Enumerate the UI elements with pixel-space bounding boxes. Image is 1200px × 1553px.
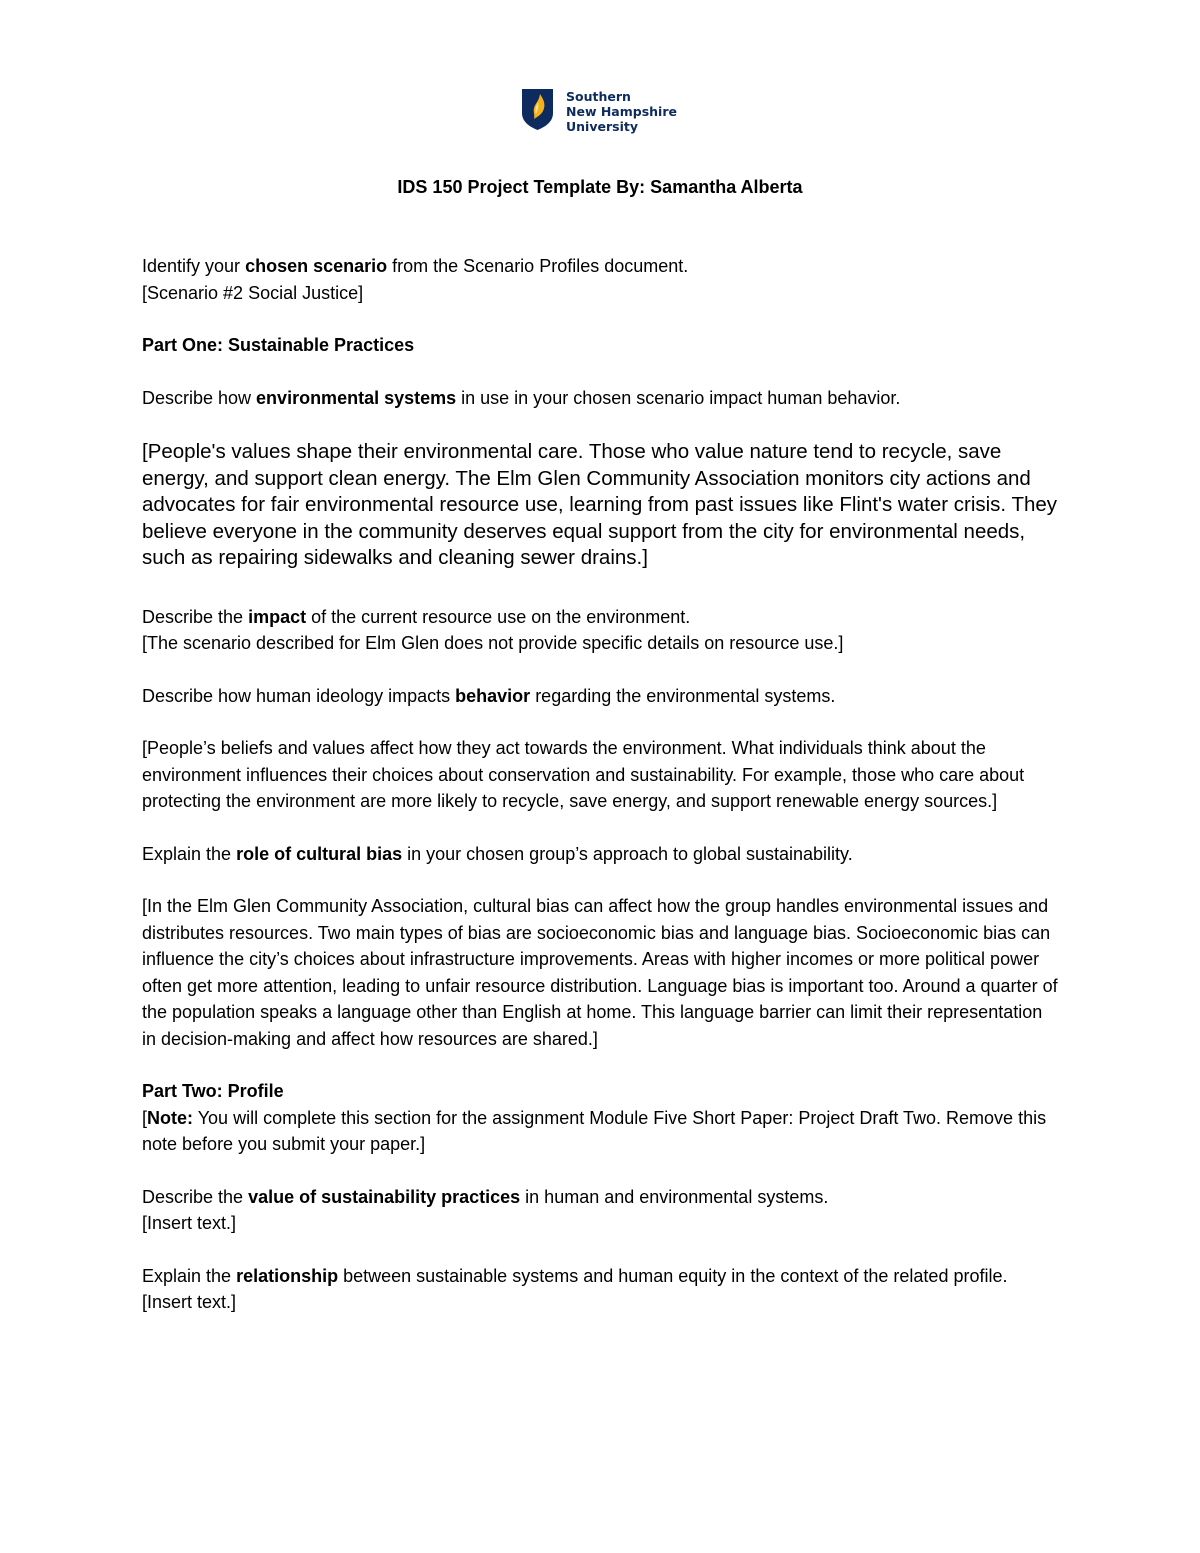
part-two-heading: Part Two: Profile bbox=[142, 1081, 284, 1101]
part-one-answer-3: [People’s beliefs and values affect how they act towards the environment. What individuals think about the environment influences their choices about conservation and sustainability. For example, those who care about protecting the environment are more likely to recycle, save energy, and support renewable energy sources.] bbox=[142, 738, 1025, 811]
part-one-question-4: Explain the role of cultural bias in your chosen group’s approach to global sustainability. bbox=[142, 843, 853, 864]
part-two-answer-1: [Insert text.] bbox=[142, 1213, 237, 1233]
document-title: IDS 150 Project Template By: Samantha Alberta bbox=[397, 177, 803, 197]
part-one-answer-2: [The scenario described for Elm Glen does not provide specific details on resource use.] bbox=[142, 633, 844, 653]
shield-flame-icon bbox=[521, 88, 554, 131]
logo-line-3: University bbox=[566, 119, 638, 134]
part-two-note: [Note: You will complete this section for the assignment Module Five Short Paper: Project Draft Two. Remove this note before you submit your paper.] bbox=[142, 1107, 1047, 1154]
part-one-heading: Part One: Sustainable Practices bbox=[142, 335, 415, 355]
university-name bbox=[566, 89, 677, 134]
part-two-question-2: Explain the relationship between sustainable systems and human equity in the context of the related profile. bbox=[142, 1265, 1008, 1286]
part-one-answer-1: [People's values shape their environmental care. Those who value nature tend to recycle, save energy, and support clean energy. The Elm Glen Community Association monitors city actions and advocates for fair environmental resource use, learning from past issues like Flint's water crisis. They believe everyone in the community deserves equal support from the city for environmental needs, such as repairing sidewalks and cleaning sewer drains.] bbox=[142, 440, 1058, 569]
part-two-answer-2: [Insert text.] bbox=[142, 1292, 237, 1312]
part-one-question-2: Describe the impact of the current resource use on the environment. bbox=[142, 606, 691, 627]
part-one-question-1: Describe how environmental systems in use in your chosen scenario impact human behavior. bbox=[142, 387, 901, 408]
snhu-logo bbox=[521, 88, 677, 134]
document-body bbox=[142, 253, 1058, 1316]
logo-line-1: Southern bbox=[566, 89, 631, 104]
logo-line-2: New Hampshire bbox=[566, 104, 677, 119]
part-one-answer-4: [In the Elm Glen Community Association, cultural bias can affect how the group handles environmental issues and distributes resources. Two main types of bias are socioeconomic bias and language bias. Socioeconomic bias can influence the city’s choices about infrastructure improvements. Areas with higher incomes or more political power often get more attention, leading to unfair resource distribution. Language bias is important too. Around a quarter of the population speaks a language other than English at home. This language barrier can limit their representation in decision-making and affect how resources are shared.] bbox=[142, 896, 1058, 1049]
part-two-question-1: Describe the value of sustainability practices in human and environmental systems. bbox=[142, 1186, 829, 1207]
part-one-question-3: Describe how human ideology impacts behavior regarding the environmental systems. bbox=[142, 685, 836, 706]
scenario-answer: [Scenario #2 Social Justice] bbox=[142, 282, 364, 303]
scenario-prompt: Identify your chosen scenario from the Scenario Profiles document. bbox=[142, 256, 689, 276]
